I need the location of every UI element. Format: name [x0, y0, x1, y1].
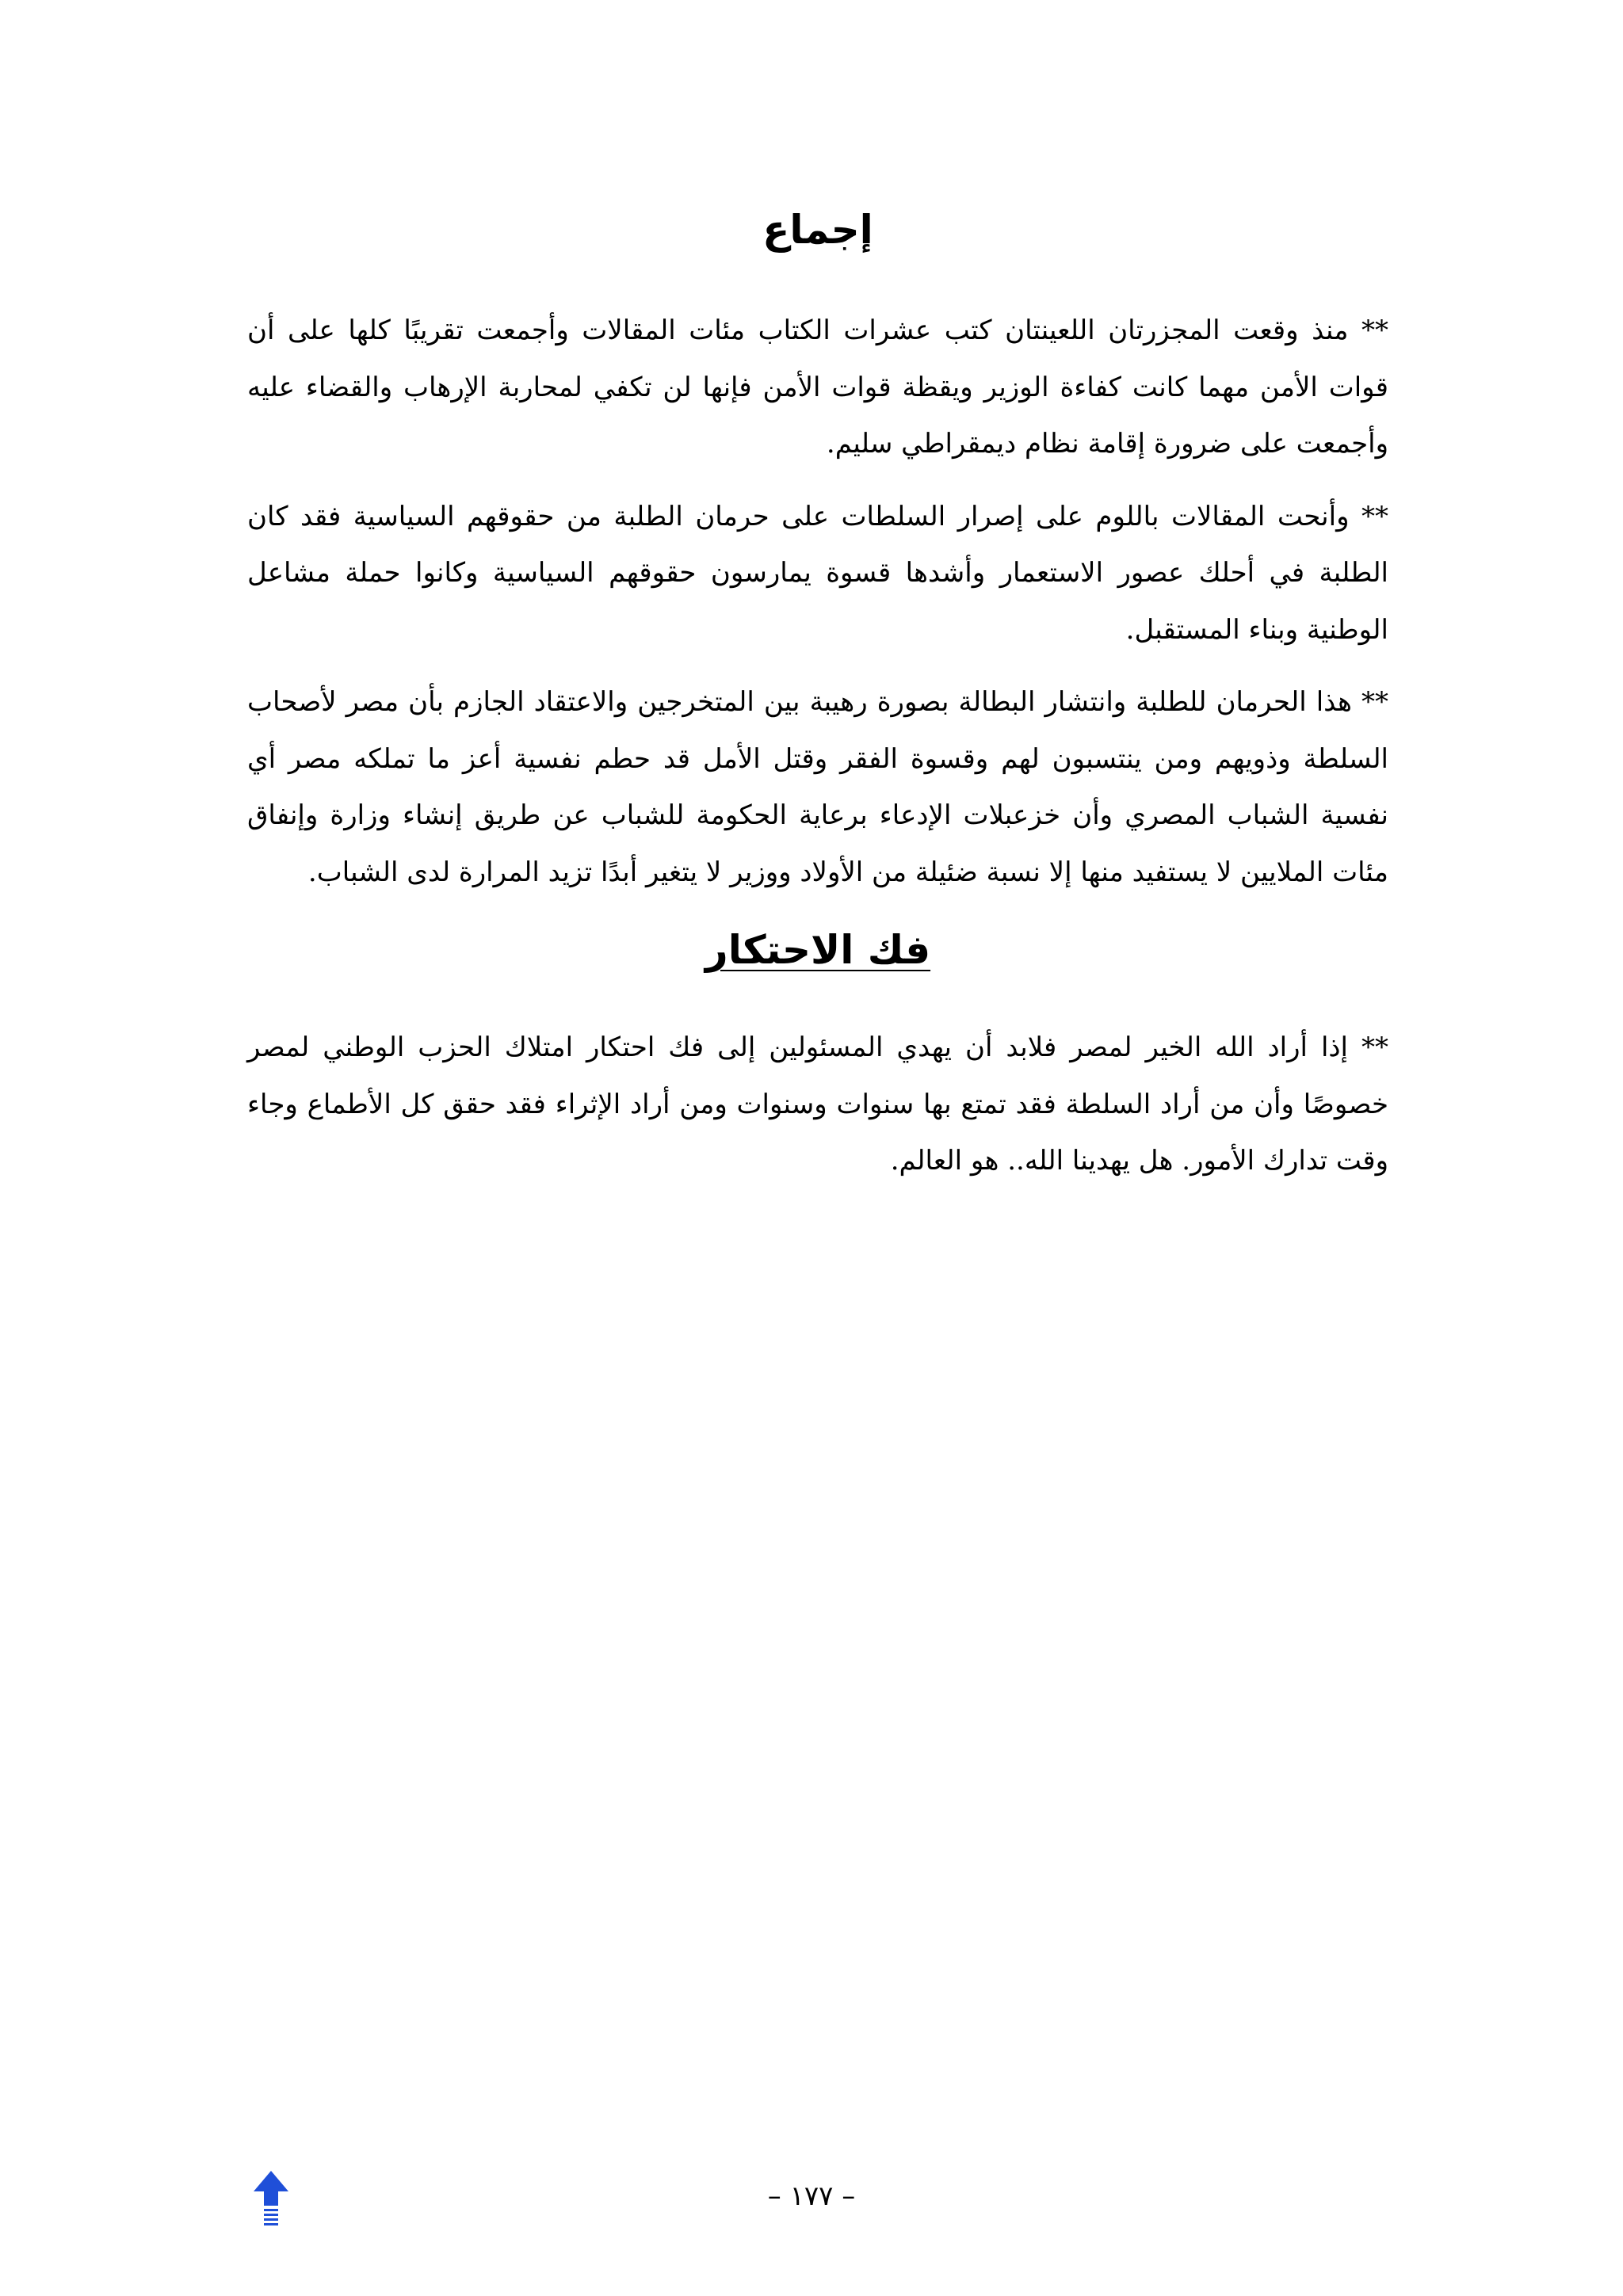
- paragraph: ** منذ وقعت المجزرتان اللعينتان كتب عشرات الكتاب مئات المقالات وأجمعت تقريبًا كلها على أن قوات الأمن مهما كانت كفاءة الوزير ويقظة قوات الأمن فإنها لن تكفي لمحاربة الإرهاب والقضاء عليه وأجمعت على ضرورة إقامة نظام ديمقراطي سليم.: [247, 315, 1388, 460]
- page-footer: [0, 2171, 1623, 2234]
- page-content: [247, 198, 1388, 1206]
- section-title-breaking-monopoly: فك الاحتكار: [705, 927, 931, 973]
- section-title-consensus: إجماع: [762, 207, 873, 253]
- up-arrow-icon[interactable]: [254, 2171, 288, 2228]
- paragraph: ** وأنحت المقالات باللوم على إصرار السلطات على حرمان الطلبة من حقوقهم السياسية فقد كان الطلبة في أحلك عصور الاستعمار وأشدها قسوة يمارسون حقوقهم السياسية وكانوا حملة مشاعل الوطنية وبناء المستقبل.: [247, 500, 1388, 646]
- paragraph: ** هذا الحرمان للطلبة وانتشار البطالة بصورة رهيبة بين المتخرجين والاعتقاد الجازم بأن مصر لأصحاب السلطة وذويهم ومن ينتسبون لهم وقسوة الفقر وقتل الأمل قد حطم نفسية أعز ما تملكه مصر أي نفسية الشباب المصري وأن خزعبلات الإدعاء برعاية الحكومة للشباب عن طريق إنشاء وزارة وإنفاق مئات الملايين لا يستفيد منها إلا نسبة ضئيلة من الأولاد ووزير لا يتغير أبدًا تزيد المرارة لدى الشباب.: [247, 686, 1388, 888]
- paragraph: ** إذا أراد الله الخير لمصر فلابد أن يهدي المسئولين إلى فك احتكار امتلاك الحزب الوطني لمصر خصوصًا وأن من أراد السلطة فقد تمتع بها سنوات وسنوات ومن أراد الإثراء فقد حقق كل الأطماع وجاء وقت تدارك الأمور. هل يهدينا الله.. هو العالم.: [247, 1032, 1388, 1177]
- page-number: – ١٧٧ –: [767, 2180, 856, 2212]
